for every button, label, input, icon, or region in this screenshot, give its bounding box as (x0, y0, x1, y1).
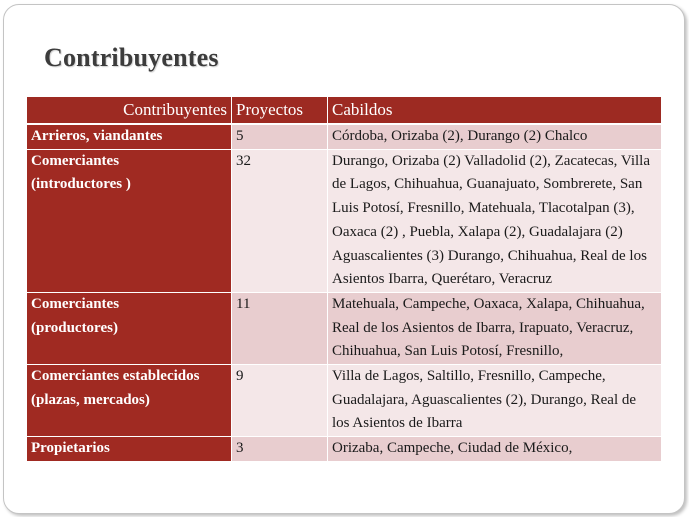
proyectos-cell: 9 (232, 365, 328, 437)
proyectos-cell: 3 (232, 437, 328, 462)
cabildos-cell: Orizaba, Campeche, Ciudad de México, (328, 437, 662, 462)
contribuyente-cell (27, 437, 232, 462)
contribuyente-line1: Comerciantes establecidos (31, 368, 200, 385)
contribuyente-line1: Propietarios (31, 440, 110, 457)
cabildos-cell: Córdoba, Orizaba (2), Durango (2) Chalco (328, 124, 662, 149)
contribuyente-line1: Comerciantes (31, 295, 120, 312)
cabildos-cell: Durango, Orizaba (2) Valladolid (2), Zacatecas, Villa de Lagos, Chihuahua, Guanajuato, Sombrerete, San Luis Potosí, Fresnillo, Matehuala, Tlacotalpan (3), Oaxaca (2) , Puebla, Xalapa (2), Guadalajara (2) Aguascalientes (3) Durango, Chihuahua, Real de los Asientos Ibarra, Querétaro, Veracruz (328, 149, 662, 292)
contribuyente-line1: Arrieros, viandantes (31, 128, 163, 144)
proyectos-cell: 11 (232, 292, 328, 364)
table-row (27, 292, 662, 364)
contribuyente-line2: (plazas, mercados) (31, 391, 150, 408)
table-row (27, 124, 662, 149)
contribuyente-line1: Comerciantes (31, 152, 120, 169)
slide-title: Contribuyentes (44, 43, 219, 72)
cabildos-cell: Villa de Lagos, Saltillo, Fresnillo, Campeche, Guadalajara, Aguascalientes (2), Durango, Real de los Asientos de Ibarra (328, 365, 662, 437)
table-row (27, 365, 662, 437)
proyectos-cell: 32 (232, 149, 328, 292)
contribuyente-line2: (introductores ) (31, 176, 131, 193)
table-row (27, 437, 662, 462)
contribuyente-cell (27, 292, 232, 364)
table-header-row (27, 97, 662, 124)
contribuyente-cell (27, 124, 232, 149)
header-contribuyentes: Contribuyentes (27, 97, 232, 124)
contribuyente-cell (27, 149, 232, 292)
header-proyectos: Proyectos (232, 97, 328, 124)
contribuyente-line2: (productores) (31, 319, 118, 336)
proyectos-cell: 5 (232, 124, 328, 149)
header-cabildos: Cabildos (328, 97, 662, 124)
cabildos-cell: Matehuala, Campeche, Oaxaca, Xalapa, Chihuahua, Real de los Asientos de Ibarra, Irapuato, Veracruz, Chihuahua, San Luis Potosí, Fresnillo, (328, 292, 662, 364)
contribuyente-cell (27, 365, 232, 437)
contribuyentes-table (26, 97, 662, 462)
table-row (27, 149, 662, 292)
slide (3, 4, 685, 514)
